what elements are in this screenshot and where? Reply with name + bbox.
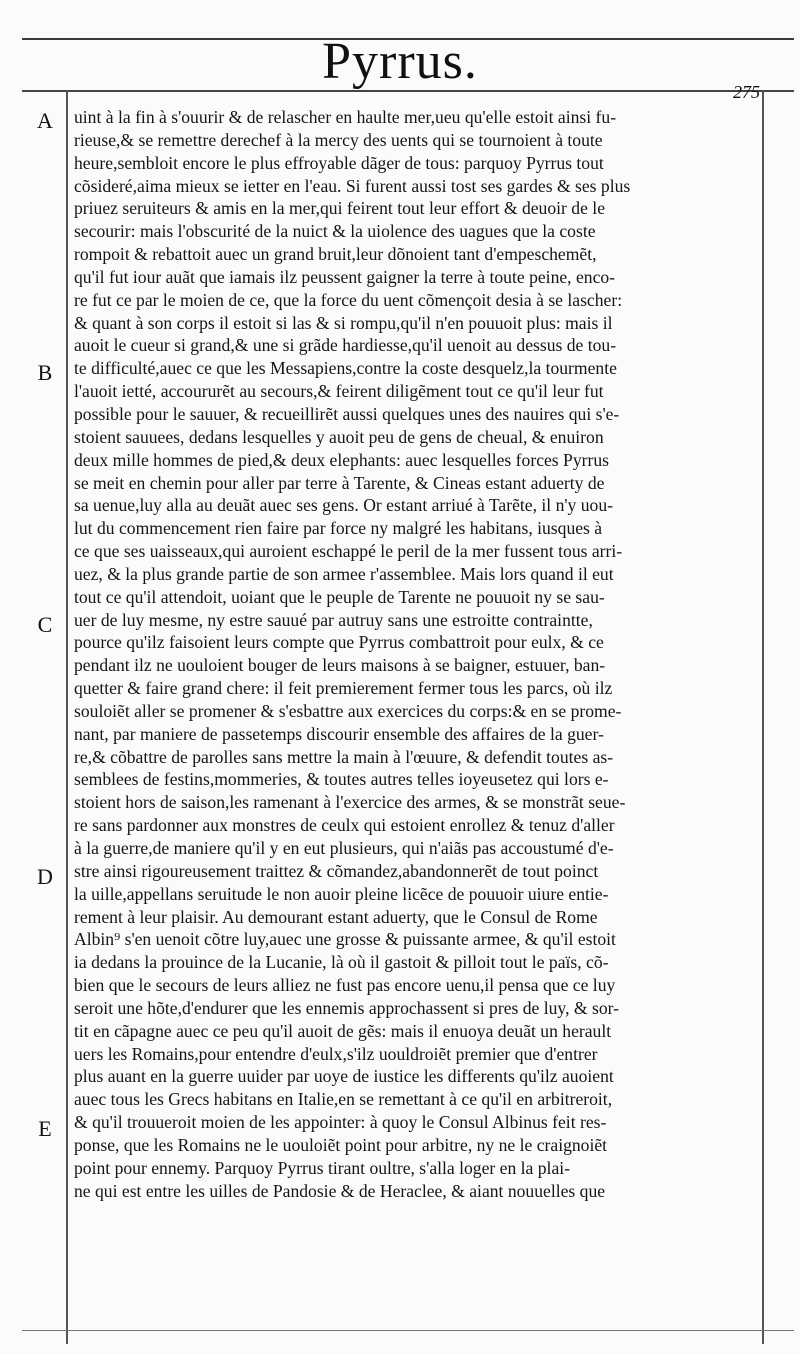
bottom-rule [22, 1330, 794, 1331]
text-line: ne qui est entre les uilles de Pandosie & de Heraclee, & aiant nouuelles que [74, 1180, 606, 1201]
text-line: à la guerre,de maniere qu'il y en eut plusieurs, qui n'aiãs pas accoustumé d'e- [74, 838, 614, 858]
text-line: rement à leur plaisir. Au demourant estant aduerty, que le Consul de Rome [74, 906, 598, 927]
text-line: sa uenue,luy alla au deuãt auec ses gens. Or estant arriué à Tarẽte, il n'y uou- [74, 495, 613, 516]
text-line: bien que le secours de leurs alliez ne fust pas encore uenu,il pensa que ce luy [74, 975, 616, 996]
margin-marker-a: A [37, 108, 53, 133]
text-line: heure,sembloit encore le plus effroyable dãger de tous: parquoy Pyrrus tout [74, 152, 604, 173]
text-line: semblees de festins,mommeries, & toutes autres telles ioyeusetez qui lors e- [74, 769, 609, 790]
text-line: ce que ses uaisseaux,qui auroient eschappé le peril de la mer fussent tous arri- [74, 541, 623, 562]
text-line: uers les Romains,pour entendre d'eulx,s'ilz uouldroiẽt premier que d'entrer [74, 1043, 598, 1064]
text-line: Albin⁹ s'en uenoit cõtre luy,auec une grosse & puissante armee, & qu'il estoit [74, 929, 616, 950]
text-line: qu'il fut iour auãt que iamais ilz peussent gaigner la terre à toute peine, enco- [74, 266, 616, 287]
text-line: re fut ce par le moien de ce, que la force du uent cõmençoit desia à se lascher: [74, 289, 623, 310]
page-number: 275 [733, 82, 760, 102]
text-line: pendant ilz ne uouloient bouger de leurs maisons à se baigner, estuuer, ban- [74, 655, 606, 676]
text-line: point pour ennemy. Parquoy Pyrrus tirant oultre, s'alla loger en la plai- [74, 1157, 571, 1178]
text-line: auec tous les Grecs habitans en Italie,en se remettant à ce qu'il en arbitreroit, [74, 1089, 613, 1110]
text-line: re,& cõbattre de parolles sans mettre la main à l'œuure, & defendit toutes as- [74, 746, 614, 767]
margin-marker-c: C [37, 612, 53, 637]
text-line: ponse, que les Romains ne le uouloiẽt point pour arbitre, ny ne le craignoiẽt [74, 1134, 608, 1155]
text-line: plus auant en la guerre uuider par uoye de iustice les differents qu'ilz auoient [74, 1066, 614, 1087]
text-line: secourir: mais l'obscurité de la nuict & la uiolence des uagues que la coste [74, 221, 596, 242]
text-line: rompoit & rebattoit auec un grand bruit,leur dõnoient tant d'empeschemẽt, [74, 244, 597, 265]
margin-marker-d: D [37, 864, 53, 889]
text-line: pource qu'ilz faisoient leurs compte que Pyrrus combattroit pour eulx, & ce [74, 632, 604, 653]
text-line: possible pour le sauuer, & recueillirẽt aussi quelques unes des nauires qui s'e- [74, 403, 620, 424]
text-line: cõsideré,aima mieux se ietter en l'eau. Si furent aussi tost ses gardes & ses plus [74, 175, 631, 196]
margin-marker-b: B [37, 360, 53, 385]
text-line: & qu'il trouueroit moien de les appointer: à quoy le Consul Albinus feit res- [74, 1112, 607, 1133]
text-line: nant, par maniere de passetemps discourir ensemble des affaires de la guer- [74, 723, 604, 744]
text-line: tit en cãpagne auec ce peu qu'il auoit de gẽs: mais il enuoya deuãt un herault [74, 1020, 612, 1041]
text-line: uint à la fin à s'ouurir & de relascher en haulte mer,ueu qu'elle estoit ainsi fu- [74, 107, 617, 127]
text-line: auoit le cueur si grand,& une si grãde hardiesse,qu'il uenoit au dessus de tou- [74, 335, 617, 356]
text-line: seroit une hõte,d'endurer que les ennemis approchassent si pres de luy, & sor- [74, 997, 619, 1018]
right-margin-rule [762, 90, 764, 1344]
text-line: souloiẽt aller se promener & s'esbattre aux exercices du corps:& en se prome- [74, 700, 622, 721]
text-line: stoient sauuees, dedans lesquelles y auoit peu de gens de cheual, & enuiron [74, 426, 604, 447]
margin-marker-e: E [38, 1116, 52, 1141]
text-line: l'auoit ietté, accoururẽt au secours,& feirent diligẽment tout ce qu'il leur fut [74, 381, 604, 402]
text-line: uer de luy mesme, ny estre sauué par autruy sans une estroitte contraintte, [74, 609, 593, 630]
text-line: quetter & faire grand chere: il feit premierement fermer tous les parcs, où ilz [74, 678, 613, 699]
text-line: priuez seruiteurs & amis en la mer,qui feirent tout leur effort & deuoir de le [74, 198, 605, 219]
running-title: Pyrrus. [322, 33, 478, 90]
body-text [74, 106, 760, 1203]
text-line: & quant à son corps il estoit si las & si rompu,qu'il n'en pouuoit plus: mais il [74, 312, 613, 333]
text-line: rieuse,& se remettre derechef à la mercy des uents qui se tournoient à toute [74, 129, 603, 150]
text-line: uez, & la plus grande partie de son armee r'assemblee. Mais lors quand il eut [74, 563, 614, 584]
text-line: tout ce qu'il attendoit, uoiant que le peuple de Tarente ne pouuoit ny se sau- [74, 586, 605, 607]
left-margin-rule [66, 90, 68, 1344]
text-line: lut du commencement rien faire par force ny malgré les habitans, iusques à [74, 518, 603, 539]
text-line: re sans pardonner aux monstres de ceulx qui estoient enrollez & tenuz d'aller [74, 815, 615, 836]
text-line: se meit en chemin pour aller par terre à Tarente, & Cineas estant aduerty de [74, 472, 605, 493]
text-line: stre ainsi rigoureusement traittez & cõmandez,abandonnerẽt de tout poinct [74, 860, 599, 881]
text-line: deux mille hommes de pied,& deux elephants: auec lesquelles forces Pyrrus [74, 449, 609, 470]
text-line: ia dedans la prouince de la Lucanie, là où il gastoit & pilloit tout le païs, cõ- [74, 952, 609, 973]
text-line: la uille,appellans seruitude le non auoir pleine licẽce de pouuoir uiure entie- [74, 883, 609, 904]
text-line: stoient hors de saison,les ramenant à l'exercice des armes, & se monstrãt seue- [74, 792, 626, 813]
text-line: te difficulté,auec ce que les Messapiens,contre la coste desquelz,la tourmente [74, 358, 617, 379]
